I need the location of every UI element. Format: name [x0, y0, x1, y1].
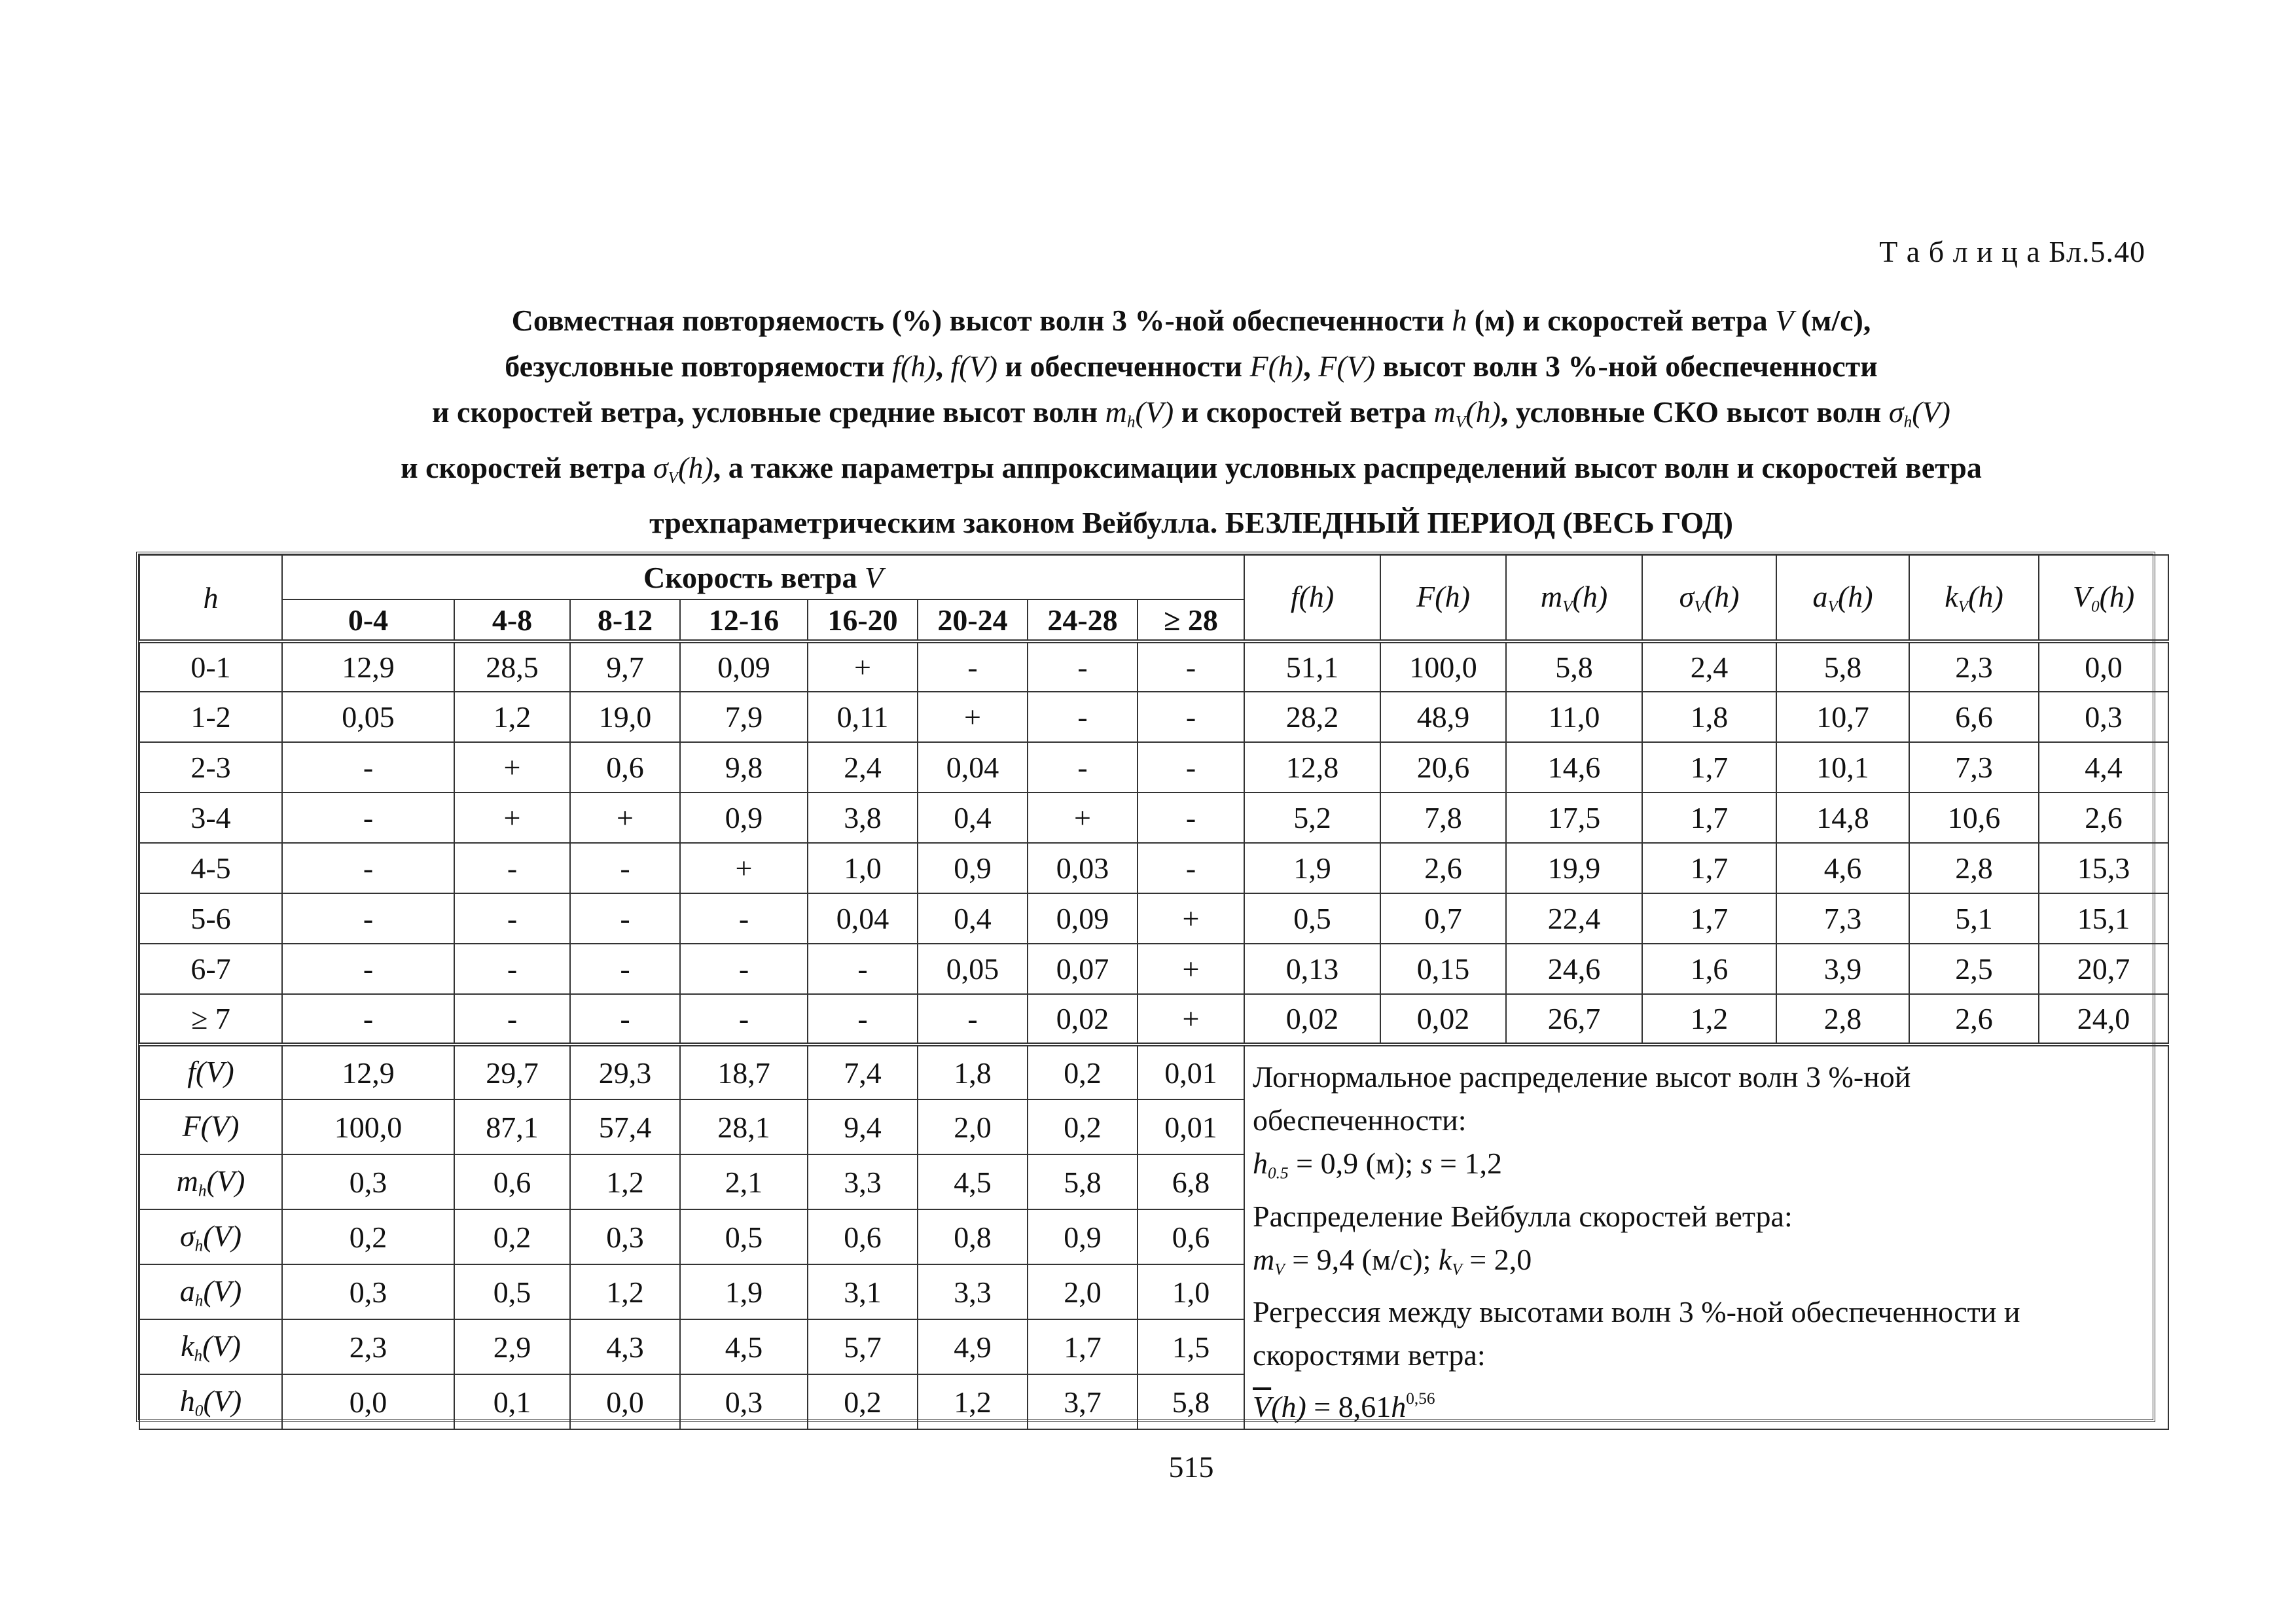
stat-cell: 0,5 [1244, 893, 1380, 944]
stat-col-symbol-sub: V [1958, 597, 1969, 616]
summary-cell: 2,3 [282, 1319, 454, 1374]
row-h-label: 2-3 [139, 742, 282, 793]
stat-cell: 15,3 [2039, 843, 2168, 893]
stat-cell: 48,9 [1380, 692, 1506, 742]
frequency-cell: - [1028, 692, 1138, 742]
summary-cell: 1,5 [1138, 1319, 1244, 1374]
speed-bin-header: 0-4 [282, 599, 454, 641]
stat-cell: 100,0 [1380, 641, 1506, 692]
summary-symbol-base: m [176, 1164, 198, 1198]
summary-cell: 1,2 [570, 1264, 680, 1319]
summary-cell: 28,1 [680, 1099, 808, 1154]
frequency-cell: 19,0 [570, 692, 680, 742]
stat-cell: 4,4 [2039, 742, 2168, 793]
frequency-cell: - [454, 944, 570, 994]
stat-cell: 0,7 [1380, 893, 1506, 944]
stat-cell: 1,2 [1642, 994, 1776, 1044]
speed-bin-header: 24-28 [1028, 599, 1138, 641]
stat-cell: 1,6 [1642, 944, 1776, 994]
summary-cell: 4,3 [570, 1319, 680, 1374]
stat-cell: 17,5 [1506, 793, 1642, 843]
frequency-cell: - [1028, 641, 1138, 692]
frequency-cell: - [282, 944, 454, 994]
speed-bin-header: 20-24 [918, 599, 1028, 641]
stat-cell: 0,3 [2039, 692, 2168, 742]
frequency-cell: - [282, 994, 454, 1044]
stat-cell: 1,7 [1642, 893, 1776, 944]
weibull-params: $m_V = 9,4$ (м/с); $k_V = 2,0$ [1253, 1242, 1532, 1279]
summary-cell: 0,3 [282, 1154, 454, 1209]
stat-cell: 7,8 [1380, 793, 1506, 843]
frequency-cell: 0,05 [918, 944, 1028, 994]
data-table-frame [136, 552, 2155, 1422]
stat-cell: 10,6 [1909, 793, 2039, 843]
summary-cell: 0,2 [1028, 1044, 1138, 1099]
frequency-cell: 0,02 [1028, 994, 1138, 1044]
stat-col-header [1642, 555, 1776, 641]
summary-symbol-sub: h [198, 1181, 207, 1200]
stat-col-symbol-base: k [1945, 579, 1958, 613]
summary-cell: 2,9 [454, 1319, 570, 1374]
frequency-cell: - [918, 641, 1028, 692]
stat-cell: 20,7 [2039, 944, 2168, 994]
stat-col-symbol-arg: (h) [1299, 579, 1335, 613]
frequency-cell: 0,4 [918, 793, 1028, 843]
frequency-cell: - [1138, 793, 1244, 843]
row-h-label: 1-2 [139, 692, 282, 742]
summary-cell: 0,2 [282, 1209, 454, 1264]
summary-cell: 0,9 [1028, 1209, 1138, 1264]
stat-cell: 1,9 [1244, 843, 1380, 893]
frequency-cell: + [570, 793, 680, 843]
summary-cell: 87,1 [454, 1099, 570, 1154]
stat-col-symbol-base: m [1540, 579, 1563, 613]
stat-col-symbol-base: F [1416, 579, 1435, 613]
lognormal-title: Логнормальное распределение высот волн 3 %-ной обеспеченности: [1253, 1060, 1911, 1137]
stat-cell: 26,7 [1506, 994, 1642, 1044]
summary-cell: 1,7 [1028, 1319, 1138, 1374]
frequency-cell: + [1138, 893, 1244, 944]
title-line-5: трехпараметрическим законом Вейбулла. БЕЗЛЕДНЫЙ ПЕРИОД (ВЕСЬ ГОД) [649, 506, 1733, 540]
summary-cell: 3,7 [1028, 1374, 1138, 1429]
stat-cell: 2,3 [1909, 641, 2039, 692]
stat-cell: 3,9 [1776, 944, 1909, 994]
summary-cell: 18,7 [680, 1044, 808, 1099]
stat-cell: 5,1 [1909, 893, 2039, 944]
header-row-1 [139, 555, 2168, 599]
summary-cell: 1,2 [570, 1154, 680, 1209]
summary-symbol-sub: h [194, 1291, 204, 1310]
frequency-cell: + [918, 692, 1028, 742]
frequency-cell: 3,8 [808, 793, 918, 843]
stat-cell: 15,1 [2039, 893, 2168, 944]
frequency-cell: - [1138, 843, 1244, 893]
frequency-cell: 0,07 [1028, 944, 1138, 994]
frequency-cell: 2,4 [808, 742, 918, 793]
frequency-cell: - [1028, 742, 1138, 793]
frequency-cell: - [680, 994, 808, 1044]
frequency-cell: + [1138, 944, 1244, 994]
frequency-cell: 0,04 [808, 893, 918, 944]
frequency-cell: 12,9 [282, 641, 454, 692]
frequency-cell: + [454, 793, 570, 843]
summary-row-label [139, 1264, 282, 1319]
stat-col-symbol-base: a [1812, 579, 1828, 613]
summary-cell: 0,3 [680, 1374, 808, 1429]
stat-col-symbol-arg: (h) [2099, 579, 2135, 613]
summary-cell: 0,2 [1028, 1099, 1138, 1154]
frequency-cell: 0,04 [918, 742, 1028, 793]
frequency-cell: - [1138, 742, 1244, 793]
title-line-1: Совместная повторяемость (%) высот волн 3 %-ной обеспеченности h (м) и скоростей ветра V (м/с), [511, 304, 1871, 337]
summary-cell: 5,8 [1028, 1154, 1138, 1209]
stat-col-symbol-arg: (h) [1968, 579, 2003, 613]
stat-cell: 2,8 [1776, 994, 1909, 1044]
table-row [139, 742, 2168, 793]
regression-formula: $\overline{V}(h) = 8,61h^{0,56}$ [1253, 1389, 1435, 1424]
stat-col-header [1776, 555, 1909, 641]
summary-cell: 5,8 [1138, 1374, 1244, 1429]
frequency-cell: - [282, 843, 454, 893]
frequency-cell: - [454, 893, 570, 944]
wind-speed-var: V [864, 560, 884, 594]
stat-cell: 4,6 [1776, 843, 1909, 893]
stat-col-symbol-sub: V [1562, 597, 1573, 616]
summary-symbol-arg: (V) [203, 1274, 242, 1308]
summary-cell: 4,5 [918, 1154, 1028, 1209]
stat-col-symbol-sub: V [1694, 597, 1704, 616]
stat-col-symbol-arg: (h) [1837, 579, 1873, 613]
summary-symbol-base: f [187, 1054, 196, 1088]
summary-cell: 0,6 [1138, 1209, 1244, 1264]
summary-symbol-sub: h [194, 1346, 203, 1365]
summary-cell: 57,4 [570, 1099, 680, 1154]
stat-cell: 10,7 [1776, 692, 1909, 742]
frequency-cell: - [454, 843, 570, 893]
summary-cell: 2,1 [680, 1154, 808, 1209]
summary-cell: 0,5 [454, 1264, 570, 1319]
frequency-cell: - [282, 793, 454, 843]
weibull-title: Распределение Вейбулла скоростей ветра: [1253, 1199, 1793, 1233]
summary-cell: 1,0 [1138, 1264, 1244, 1319]
stat-col-header [1909, 555, 2039, 641]
table-label: Т а б л и ц а Бл.5.40 [1879, 235, 2145, 268]
regression-title: Регрессия между высотами волн 3 %-ной обеспеченности и скоростями ветра: [1253, 1295, 2020, 1372]
stat-cell: 1,7 [1642, 793, 1776, 843]
stat-cell: 5,8 [1776, 641, 1909, 692]
table-row [139, 944, 2168, 994]
summary-cell: 100,0 [282, 1099, 454, 1154]
lognormal-params: $h_{0.5} = 0,9$ (м); s = 1,2 [1253, 1147, 1502, 1183]
stat-cell: 1,7 [1642, 843, 1776, 893]
summary-row [139, 1044, 2168, 1099]
stat-cell: 2,6 [1909, 994, 2039, 1044]
row-h-label: ≥ 7 [139, 994, 282, 1044]
frequency-cell: - [808, 994, 918, 1044]
speed-bin-header: 8-12 [570, 599, 680, 641]
summary-cell: 0,0 [282, 1374, 454, 1429]
summary-symbol-base: a [179, 1274, 195, 1308]
table-row [139, 843, 2168, 893]
stat-cell: 1,7 [1642, 742, 1776, 793]
stat-cell: 2,4 [1642, 641, 1776, 692]
row-h-label: 6-7 [139, 944, 282, 994]
summary-cell: 1,2 [918, 1374, 1028, 1429]
table-row [139, 692, 2168, 742]
summary-row-label [139, 1154, 282, 1209]
stat-cell: 0,13 [1244, 944, 1380, 994]
frequency-cell: 7,9 [680, 692, 808, 742]
stat-col-symbol-arg: (h) [1435, 579, 1470, 613]
stat-cell: 6,6 [1909, 692, 2039, 742]
row-h-label: 4-5 [139, 843, 282, 893]
table-row [139, 893, 2168, 944]
stat-cell: 0,0 [2039, 641, 2168, 692]
stat-cell: 0,02 [1380, 994, 1506, 1044]
summary-symbol-arg: (V) [206, 1164, 245, 1198]
summary-row-label [139, 1374, 282, 1429]
summary-cell: 4,5 [680, 1319, 808, 1374]
frequency-cell: 0,03 [1028, 843, 1138, 893]
frequency-cell: + [454, 742, 570, 793]
summary-symbol-arg: (V) [203, 1384, 242, 1418]
stat-cell: 1,8 [1642, 692, 1776, 742]
frequency-cell: - [282, 893, 454, 944]
frequency-cell: 0,4 [918, 893, 1028, 944]
summary-symbol-arg: (V) [203, 1219, 242, 1253]
wind-speed-label: Скорость ветра [643, 560, 865, 594]
table-row [139, 994, 2168, 1044]
frequency-cell: + [1028, 793, 1138, 843]
summary-cell: 0,2 [454, 1209, 570, 1264]
summary-cell: 4,9 [918, 1319, 1028, 1374]
summary-cell: 0,2 [808, 1374, 918, 1429]
summary-cell: 29,7 [454, 1044, 570, 1099]
table-row [139, 793, 2168, 843]
stat-cell: 7,3 [1909, 742, 2039, 793]
stat-cell: 2,5 [1909, 944, 2039, 994]
summary-cell: 1,8 [918, 1044, 1028, 1099]
frequency-cell: + [808, 641, 918, 692]
summary-cell: 2,0 [1028, 1264, 1138, 1319]
stat-col-header [1244, 555, 1380, 641]
summary-cell: 0,5 [680, 1209, 808, 1264]
stat-cell: 10,1 [1776, 742, 1909, 793]
frequency-cell: - [680, 944, 808, 994]
frequency-cell: - [680, 893, 808, 944]
summary-cell: 0,6 [454, 1154, 570, 1209]
stat-cell: 2,8 [1909, 843, 2039, 893]
page-number: 515 [1168, 1450, 1214, 1484]
summary-cell: 3,1 [808, 1264, 918, 1319]
stat-cell: 14,6 [1506, 742, 1642, 793]
summary-cell: 2,0 [918, 1099, 1028, 1154]
summary-cell: 0,6 [808, 1209, 918, 1264]
summary-cell: 0,1 [454, 1374, 570, 1429]
stat-cell: 24,6 [1506, 944, 1642, 994]
stat-cell: 2,6 [2039, 793, 2168, 843]
frequency-cell: - [282, 742, 454, 793]
frequency-cell: 1,0 [808, 843, 918, 893]
summary-cell: 5,7 [808, 1319, 918, 1374]
stat-cell: 51,1 [1244, 641, 1380, 692]
summary-cell: 12,9 [282, 1044, 454, 1099]
summary-cell: 29,3 [570, 1044, 680, 1099]
summary-cell: 0,8 [918, 1209, 1028, 1264]
summary-symbol-base: h [179, 1384, 195, 1418]
summary-cell: 3,3 [918, 1264, 1028, 1319]
summary-symbol-arg: (V) [196, 1054, 234, 1088]
frequency-cell: 9,8 [680, 742, 808, 793]
title-line-2: безусловные повторяемости f(h), f(V) и обеспеченности F(h), F(V) высот волн 3 %-ной обеспеченности [505, 349, 1878, 383]
frequency-cell: 0,9 [918, 843, 1028, 893]
frequency-cell: + [1138, 994, 1244, 1044]
summary-symbol-arg: (V) [200, 1109, 240, 1143]
summary-cell: 0,01 [1138, 1044, 1244, 1099]
table-row [139, 641, 2168, 692]
stat-cell: 22,4 [1506, 893, 1642, 944]
stat-cell: 28,2 [1244, 692, 1380, 742]
stat-cell: 7,3 [1776, 893, 1909, 944]
title-line-4: и скоростей ветра $\sigma_V(h)$, а также параметры аппроксимации условных распределений высот волн и скоростей ветра [401, 450, 1982, 487]
summary-cell: 0,01 [1138, 1099, 1244, 1154]
frequency-cell: - [918, 994, 1028, 1044]
row-h-label: 5-6 [139, 893, 282, 944]
summary-row-label [139, 1044, 282, 1099]
frequency-cell: 0,05 [282, 692, 454, 742]
stat-cell: 24,0 [2039, 994, 2168, 1044]
frequency-cell: 28,5 [454, 641, 570, 692]
summary-row-label [139, 1209, 282, 1264]
wind-speed-header [282, 555, 1244, 599]
row-h-label: 3-4 [139, 793, 282, 843]
stat-cell: 19,9 [1506, 843, 1642, 893]
stat-col-symbol-base: f [1290, 579, 1299, 613]
summary-cell: 3,3 [808, 1154, 918, 1209]
summary-row-label [139, 1099, 282, 1154]
stat-col-symbol-sub: V [1827, 597, 1838, 616]
summary-cell: 0,3 [282, 1264, 454, 1319]
frequency-cell: 0,6 [570, 742, 680, 793]
h-header: h [139, 555, 282, 641]
summary-cell: 7,4 [808, 1044, 918, 1099]
stat-col-symbol-arg: (h) [1704, 579, 1740, 613]
frequency-cell: 1,2 [454, 692, 570, 742]
frequency-cell: - [570, 944, 680, 994]
summary-symbol-base: k [181, 1329, 194, 1363]
summary-cell: 1,9 [680, 1264, 808, 1319]
panel-cell [1244, 1044, 2168, 1429]
stat-cell: 12,8 [1244, 742, 1380, 793]
stat-col-header [2039, 555, 2168, 641]
table-title [0, 298, 2296, 546]
speed-bin-header: 4-8 [454, 599, 570, 641]
summary-symbol-base: F [182, 1109, 201, 1143]
summary-cell: 0,0 [570, 1374, 680, 1429]
frequency-cell: - [454, 994, 570, 1044]
summary-row-label [139, 1319, 282, 1374]
summary-symbol-sub: h [194, 1236, 204, 1255]
stat-cell: 0,02 [1244, 994, 1380, 1044]
title-line-3: и скоростей ветра, условные средние высот волн $m_h(V)$ и скоростей ветра $m_V(h)$, условные СКО высот волн $\sigma_h(V)$ [432, 395, 1950, 431]
summary-symbol-sub: 0 [194, 1401, 204, 1420]
frequency-cell: + [680, 843, 808, 893]
stat-cell: 2,6 [1380, 843, 1506, 893]
stat-cell: 5,2 [1244, 793, 1380, 843]
stat-col-header [1380, 555, 1506, 641]
joint-frequency-table [139, 554, 2169, 1430]
frequency-cell: - [570, 994, 680, 1044]
frequency-cell: 0,09 [680, 641, 808, 692]
frequency-cell: - [570, 893, 680, 944]
stat-cell: 20,6 [1380, 742, 1506, 793]
frequency-cell: 0,9 [680, 793, 808, 843]
stat-col-symbol-base: V [2072, 579, 2091, 613]
frequency-cell: - [570, 843, 680, 893]
summary-symbol-arg: (V) [202, 1329, 241, 1363]
speed-bin-header: 12-16 [680, 599, 808, 641]
stat-cell: 0,15 [1380, 944, 1506, 994]
frequency-cell: - [1138, 641, 1244, 692]
frequency-cell: 0,09 [1028, 893, 1138, 944]
frequency-cell: 0,11 [808, 692, 918, 742]
summary-cell: 6,8 [1138, 1154, 1244, 1209]
row-h-label: 0-1 [139, 641, 282, 692]
frequency-cell: - [808, 944, 918, 994]
stat-cell: 11,0 [1506, 692, 1642, 742]
stat-cell: 14,8 [1776, 793, 1909, 843]
speed-bin-header: ≥ 28 [1138, 599, 1244, 641]
stat-col-header [1506, 555, 1642, 641]
stat-col-symbol-arg: (h) [1572, 579, 1608, 613]
summary-symbol-base: σ [179, 1219, 195, 1253]
frequency-cell: - [1138, 692, 1244, 742]
summary-cell: 9,4 [808, 1099, 918, 1154]
frequency-cell: 9,7 [570, 641, 680, 692]
summary-cell: 0,3 [570, 1209, 680, 1264]
stat-col-symbol-sub: 0 [2090, 597, 2100, 616]
stat-col-symbol-base: σ [1679, 579, 1695, 613]
stat-cell: 5,8 [1506, 641, 1642, 692]
speed-bin-header: 16-20 [808, 599, 918, 641]
